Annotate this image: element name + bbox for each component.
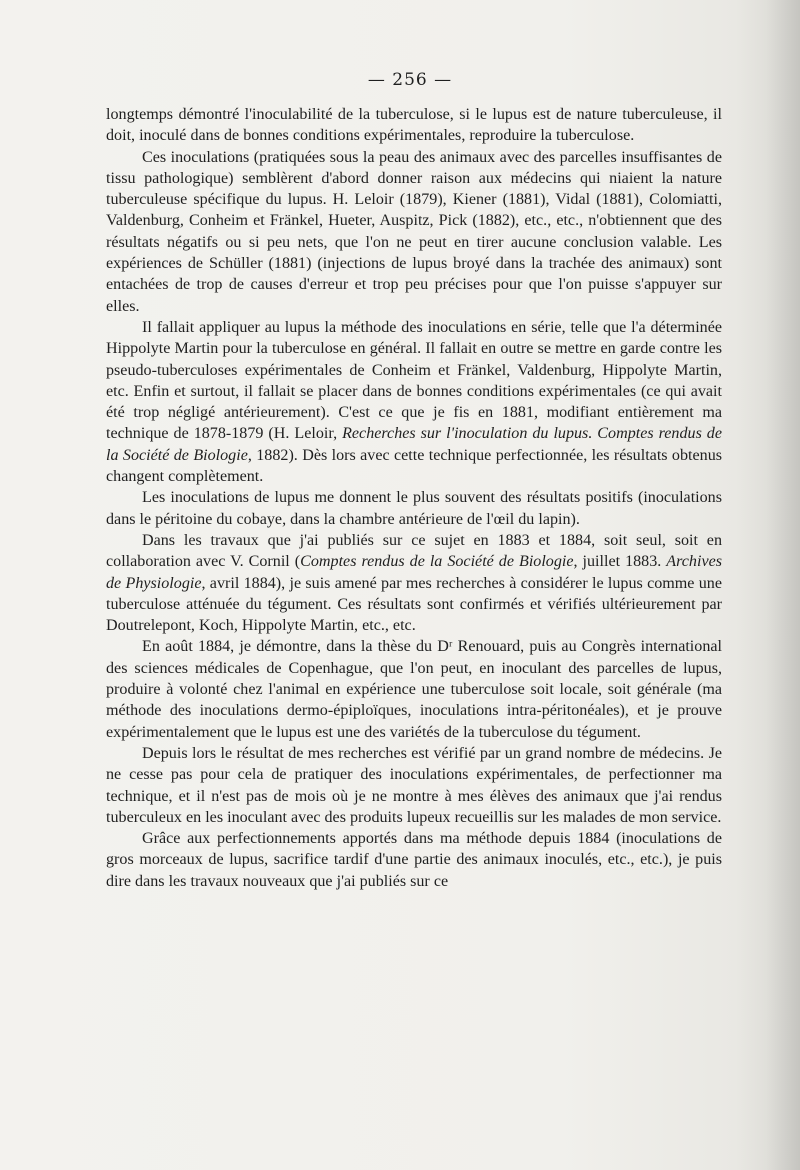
text-run: Grâce aux perfectionnements apportés dans ma méthode depuis 1884 (inoculations de gros morceaux de lupus, sacrifice tardif d'une partie des animaux inoculés, etc., etc.), je puis dire dans les travaux nouveaux que j'ai publiés sur ce: [106, 830, 722, 890]
text-run: longtemps démontré l'inoculabilité de la tuberculose, si le lupus est de nature tuberculeuse, il doit, inoculé dans de bonnes conditions expérimentales, reproduire la tuberculose.: [106, 106, 722, 145]
text-run: Dans les travaux que j'ai publiés sur ce sujet en 1883 et 1884, soit seul, soit en collaboration avec V. Cornil (: [106, 531, 722, 571]
text-run: En août 1884, je démontre, dans la thèse du Dʳ Renouard, puis au Congrès international des sciences médicales de Copenhague, que l'on peut, en inoculant des parcelles de lupus, produire à volonté chez l'animal en expérience une tuberculose soit locale, soit générale (ma méthode des inoculations dermo-épiploïques, inoculations intra-péritonéales), et je prouve expérimentalement que le lupus est une des variétés de la tuberculose du tégument.: [106, 638, 722, 741]
paragraph: [106, 487, 722, 530]
text-run: Depuis lors le résultat de mes recherches est vérifié par un grand nombre de médecins. Je ne cesse pas pour cela de pratiquer des inoculations expérimentales, de perfectionner ma technique, et il n'est pas de mois où je ne montre à mes élèves des animaux que j'ai rendus tuberculeux en les inoculant avec des produits lupeux recueillis sur les malades de mon service.: [106, 744, 722, 826]
page-edge-shadow: [766, 0, 800, 1170]
body-text: [106, 104, 722, 892]
paragraph: [106, 743, 722, 828]
text-run: , 1882). Dès lors avec cette technique perfectionnée, les résultats obtenus changent complètement.: [106, 446, 722, 486]
paragraph: [106, 530, 722, 636]
text-run: Ces inoculations (pratiquées sous la peau des animaux avec des parcelles insuffisantes de tissu pathologique) semblèrent d'abord donner raison aux médecins qui niaient la nature tuberculeuse spécifique du lupus. H. Leloir (1879), Kiener (1881), Vidal (1881), Colomiatti, Valdenburg, Conheim et Fränkel, Hueter, Auspitz, Pick (1882), etc., etc., n'obtiennent que des résultats négatifs ou si peu nets, que l'on ne peut en tirer aucune conclusion valable. Les expériences de Schüller (1881) (injections de lupus broyé dans la trachée des animaux) sont entachées de trop de causes d'erreur et trop peu précises pour que l'on puisse s'appuyer sur elles.: [106, 148, 722, 315]
text-run: Il fallait appliquer au lupus la méthode des inoculations en série, telle que l'a déterminée Hippolyte Martin pour la tuberculose en général. Il fallait en outre se mettre en garde contre les pseudo-tuberculoses expérimentales de Conheim et Fränkel, Valdenburg, Hippolyte Martin, etc. Enfin et surtout, il fallait se placer dans de bonnes conditions expérimentales (ce qui avait été trop négligé antérieurement). C'est ce que je fis en 1881, modifiant entièrement ma technique de 1878-1879 (H. Leloir,: [106, 318, 722, 443]
paragraph: [106, 317, 722, 487]
paragraph: [106, 828, 722, 892]
text-run: , avril 1884), je suis amené par mes recherches à considérer le lupus comme une tuberculose atténuée du tégument. Ces résultats sont confirmés et vérifiés ultérieurement par Doutrelepont, Koch, Hippolyte Martin, etc., etc.: [106, 574, 722, 635]
text-run: , juillet 1883.: [573, 553, 667, 571]
paragraph: [106, 147, 722, 317]
italic-citation: Archives de Physiologie: [106, 553, 722, 592]
paragraph: [106, 104, 722, 147]
italic-citation: Recherches sur l'inoculation du lupus. Comptes rendus de la Société de Biologie: [106, 425, 722, 464]
page-number: — 256 —: [367, 70, 453, 90]
paragraph: [106, 636, 722, 742]
italic-citation: Comptes rendus de la Société de Biologie: [300, 553, 574, 571]
text-run: Les inoculations de lupus me donnent le plus souvent des résultats positifs (inoculations dans le péritoine du cobaye, dans la chambre antérieure de l'œil du lapin).: [106, 489, 722, 528]
